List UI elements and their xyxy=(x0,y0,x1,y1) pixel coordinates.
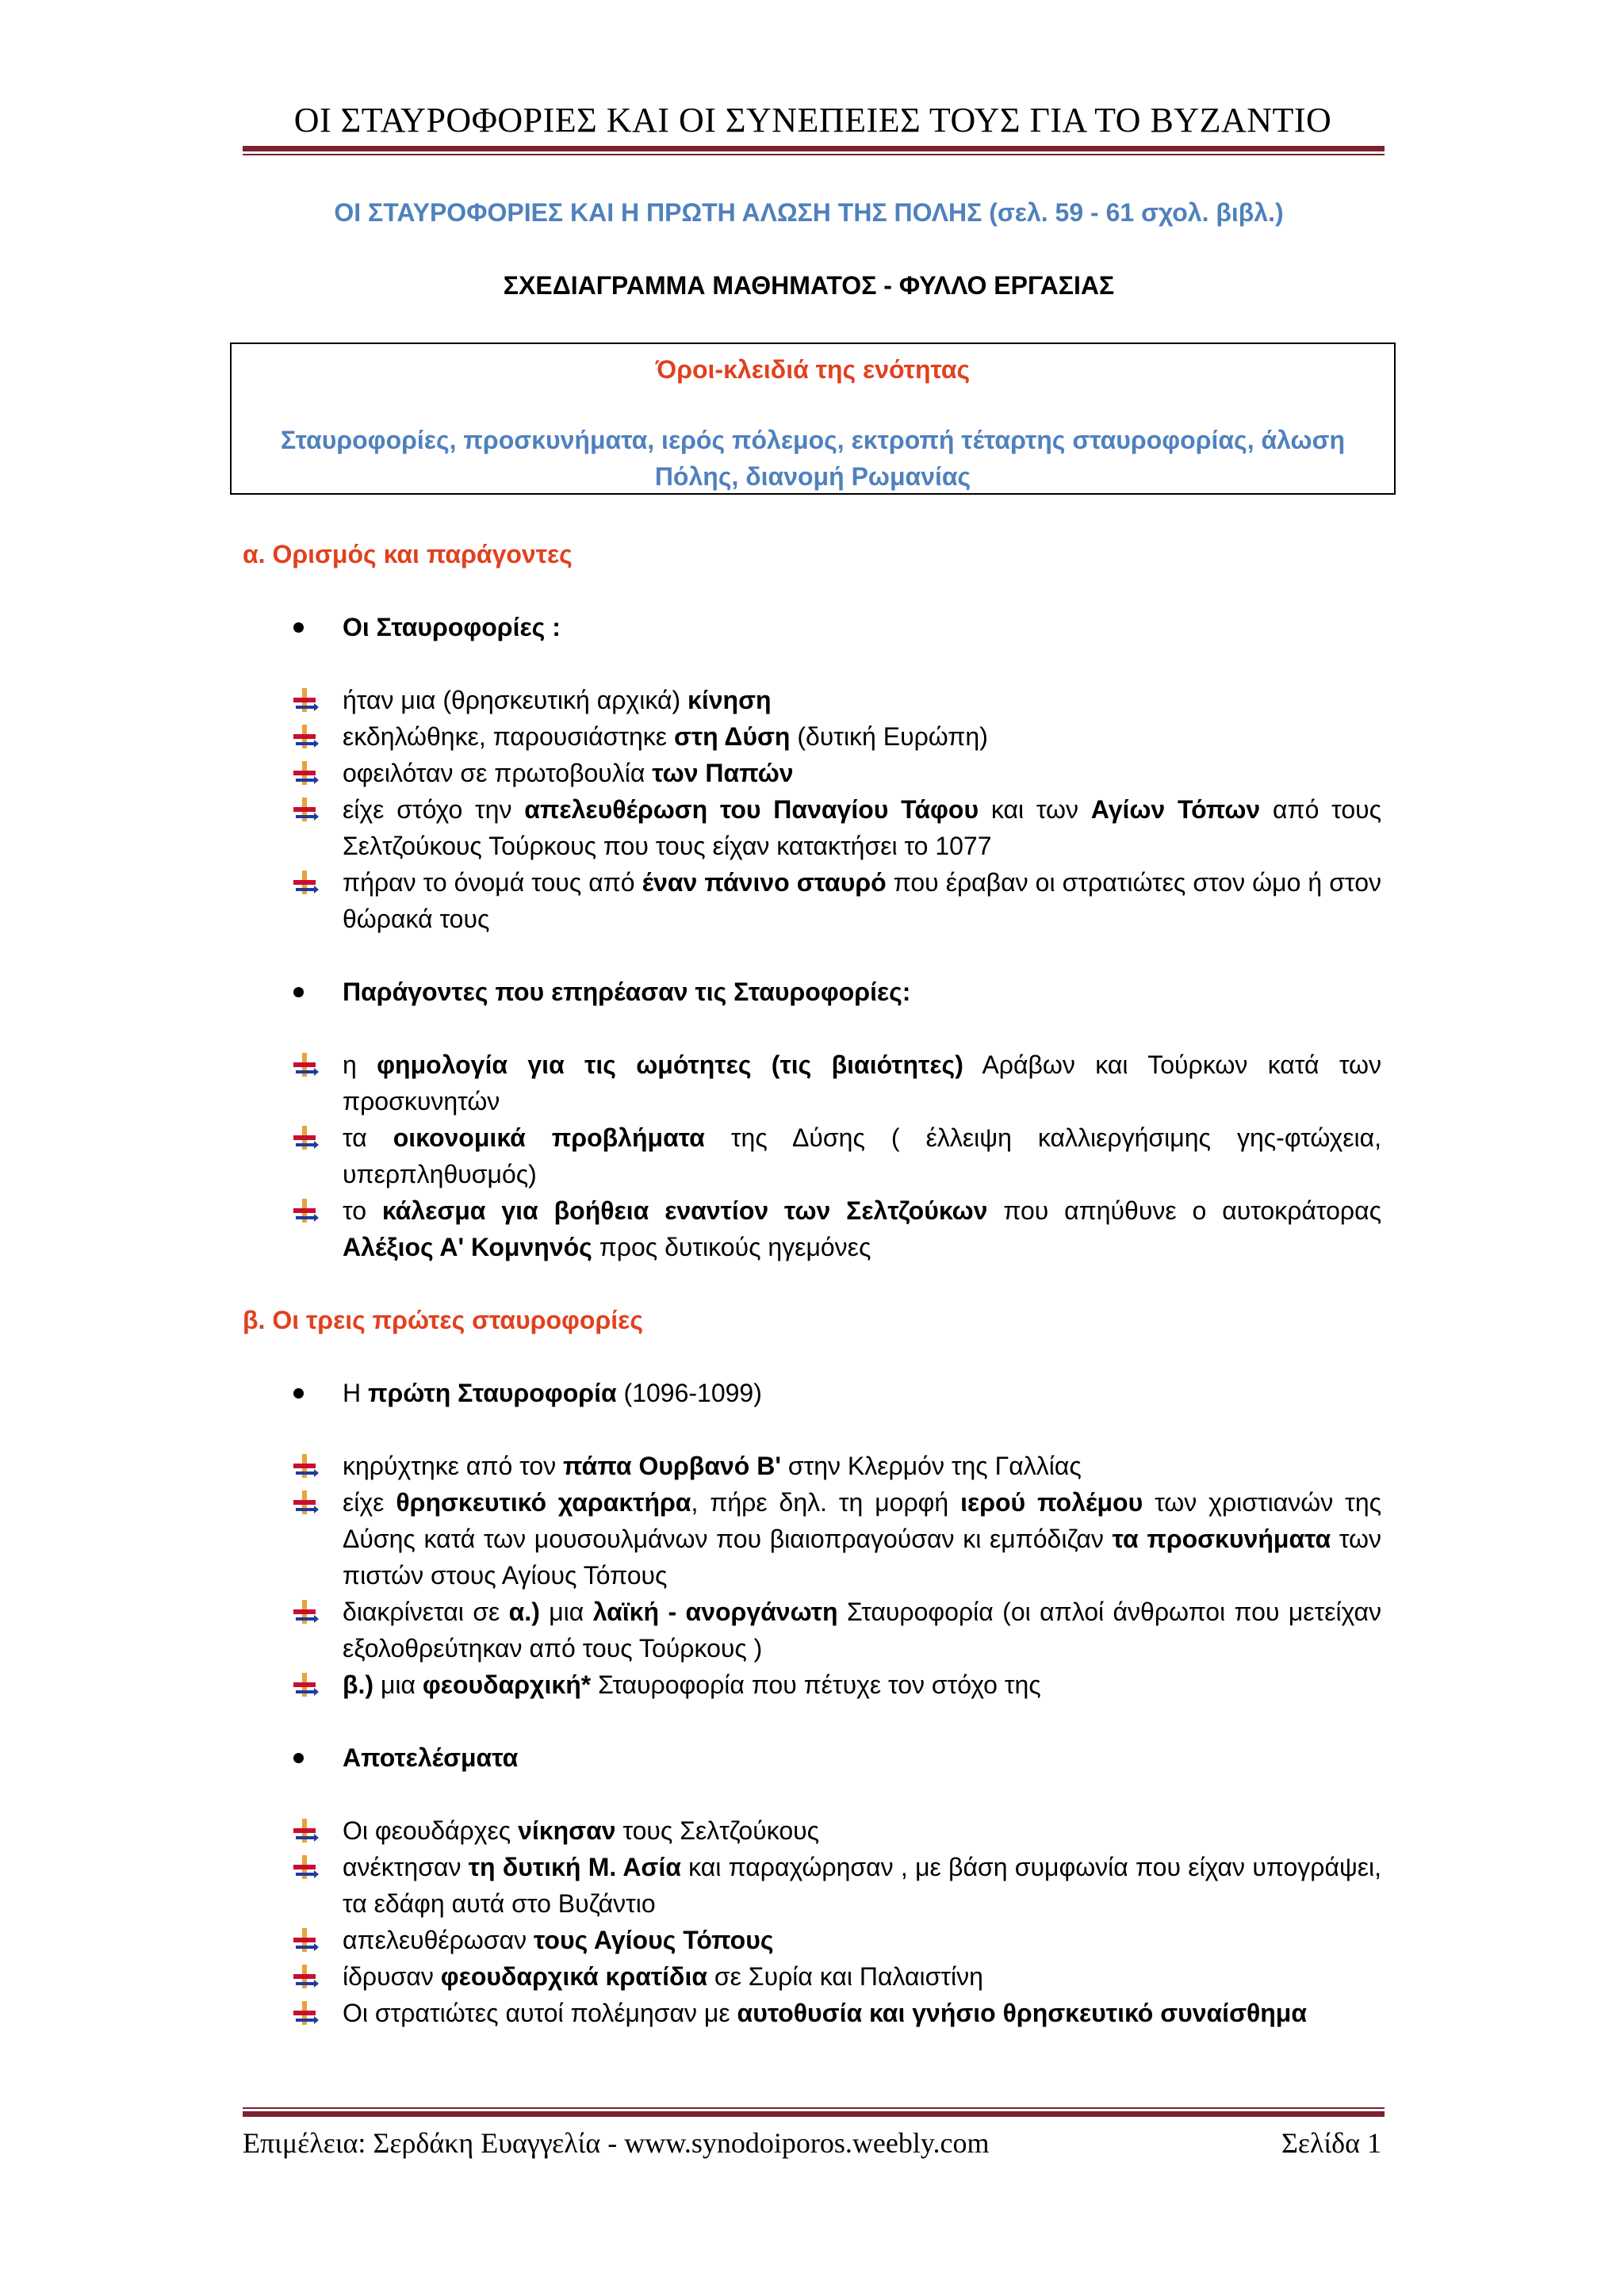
cross-arrow-icon xyxy=(293,2001,319,2025)
worksheet-title: ΣΧΕΔΙΑΓΡΑΜΜΑ ΜΑΘΗΜΑΤΟΣ - ΦΥΛΛΟ ΕΡΓΑΣΙΑΣ xyxy=(503,271,1115,300)
footer-rule xyxy=(243,2107,1385,2117)
bullet-heading: Η πρώτη Σταυροφορία (1096-1099) xyxy=(243,1375,1381,1411)
list-item: οφειλόταν σε πρωτοβουλία των Παπών xyxy=(243,755,1381,791)
list-item: είχε στόχο την απελευθέρωση του Παναγίου Τάφου και των Αγίων Τόπων από τους Σελτζούκους Τούρκους που τους είχαν κατακτήσει το 1077 xyxy=(243,791,1381,864)
cross-arrow-icon xyxy=(293,1855,319,1879)
list-item: ανέκτησαν τη δυτική Μ. Ασία και παραχώρησαν , με βάση συμφωνία που είχαν υπογράψει, τα εδάφη αυτά στο Βυζάντιο xyxy=(243,1849,1381,1922)
list-item: Οι στρατιώτες αυτοί πολέμησαν με αυτοθυσία και γνήσιο θρησκευτικό συναίσθημα xyxy=(243,1995,1381,2031)
cross-arrow-icon xyxy=(293,1053,319,1077)
cross-arrow-icon xyxy=(293,1819,319,1843)
cross-arrow-icon xyxy=(293,725,319,748)
cross-arrow-icon xyxy=(293,871,319,894)
point-list xyxy=(243,1047,1381,1265)
cross-arrow-icon xyxy=(293,1490,319,1514)
key-terms-box xyxy=(230,342,1396,495)
list-item: ήταν μια (θρησκευτική αρχικά) κίνηση xyxy=(243,682,1381,718)
worksheet-content xyxy=(243,536,1381,2031)
list-item: απελευθέρωσαν τους Αγίους Τόπους xyxy=(243,1922,1381,1958)
bullet-dot-icon xyxy=(293,622,304,633)
key-terms-list: Σταυροφορίες, προσκυνήματα, ιερός πόλεμος, εκτροπή τέταρτης σταυροφορίας, άλωση Πόλης, διανομή Ρωμανίας xyxy=(280,426,1346,491)
key-terms-title: Όροι-κλειδιά της ενότητας xyxy=(655,355,971,384)
page-title: ΟΙ ΣΤΑΥΡΟΦΟΡΙΕΣ ΚΑΙ ΟΙ ΣΥΝΕΠΕΙΕΣ ΤΟΥΣ ΓΙΑ ΤΟ ΒΥΖΑΝΤΙΟ xyxy=(293,101,1332,140)
bullet-dot-icon xyxy=(293,1753,304,1763)
list-item: κηρύχτηκε από τον πάπα Ουρβανό Β' στην Κλερμόν της Γαλλίας xyxy=(243,1448,1381,1484)
cross-arrow-icon xyxy=(293,688,319,712)
cross-arrow-icon xyxy=(293,1600,319,1624)
bullet-heading: Αποτελέσματα xyxy=(243,1739,1381,1776)
point-list xyxy=(243,1448,1381,1703)
cross-arrow-icon xyxy=(293,1126,319,1150)
list-item: εκδηλώθηκε, παρουσιάστηκε στη Δύση (δυτική Ευρώπη) xyxy=(243,718,1381,755)
cross-arrow-icon xyxy=(293,1965,319,1988)
point-list xyxy=(243,682,1381,937)
section-heading: β. Οι τρεις πρώτες σταυροφορίες xyxy=(243,1306,643,1334)
page-number: Σελίδα 1 xyxy=(1281,2127,1381,2159)
lesson-subtitle: ΟΙ ΣΤΑΥΡΟΦΟΡΙΕΣ ΚΑΙ Η ΠΡΩΤΗ ΑΛΩΣΗ ΤΗΣ ΠΟΛΗΣ (σελ. 59 - 61 σχολ. βιβλ.) xyxy=(334,198,1284,227)
list-item: διακρίνεται σε α.) μια λαϊκή - ανοργάνωτη Σταυροφορία (οι απλοί άνθρωποι που μετείχαν εξολοθρεύτηκαν από τους Τούρκους ) xyxy=(243,1594,1381,1667)
footer-credit: Επιμέλεια: Σερδάκη Ευαγγελία - www.synodoiporos.weebly.com xyxy=(243,2127,990,2159)
list-item: ίδρυσαν φεουδαρχικά κρατίδια σε Συρία και Παλαιστίνη xyxy=(243,1958,1381,1995)
cross-arrow-icon xyxy=(293,1928,319,1952)
list-item: τα οικονομικά προβλήματα της Δύσης ( έλλειψη καλλιεργήσιμης γης-φτώχεια, υπερπληθυσμός) xyxy=(243,1119,1381,1192)
bullet-dot-icon xyxy=(293,1388,304,1399)
bullet-heading: Οι Σταυροφορίες : xyxy=(243,609,1381,645)
bullet-dot-icon xyxy=(293,987,304,997)
list-item: πήραν το όνομά τους από έναν πάνινο σταυρό που έραβαν οι στρατιώτες στον ώμο ή στον θώρακά τους xyxy=(243,864,1381,937)
cross-arrow-icon xyxy=(293,798,319,821)
section-heading: α. Ορισμός και παράγοντες xyxy=(243,540,573,568)
list-item: είχε θρησκευτικό χαρακτήρα, πήρε δηλ. τη μορφή ιερού πολέμου των χριστιανών της Δύσης κατά των μουσουλμάνων που βιαιοπραγούσαν κι εμπόδιζαν τα προσκυνήματα των πιστών στους Αγίους Τόπους xyxy=(243,1484,1381,1594)
cross-arrow-icon xyxy=(293,1454,319,1478)
cross-arrow-icon xyxy=(293,761,319,785)
list-item: β.) μια φεουδαρχική* Σταυροφορία που πέτυχε τον στόχο της xyxy=(243,1667,1381,1703)
cross-arrow-icon xyxy=(293,1199,319,1223)
point-list xyxy=(243,1812,1381,2031)
list-item: το κάλεσμα για βοήθεια εναντίον των Σελτζούκων που απηύθυνε ο αυτοκράτορας Αλέξιος Α' Κομνηνός προς δυτικούς ηγεμόνες xyxy=(243,1192,1381,1265)
header-rule xyxy=(243,146,1385,155)
bullet-heading: Παράγοντες που επηρέασαν τις Σταυροφορίες: xyxy=(243,974,1381,1010)
cross-arrow-icon xyxy=(293,1673,319,1697)
list-item: η φημολογία για τις ωμότητες (τις βιαιότητες) Αράβων και Τούρκων κατά των προσκυνητών xyxy=(243,1047,1381,1119)
list-item: Οι φεουδάρχες νίκησαν τους Σελτζούκους xyxy=(243,1812,1381,1849)
